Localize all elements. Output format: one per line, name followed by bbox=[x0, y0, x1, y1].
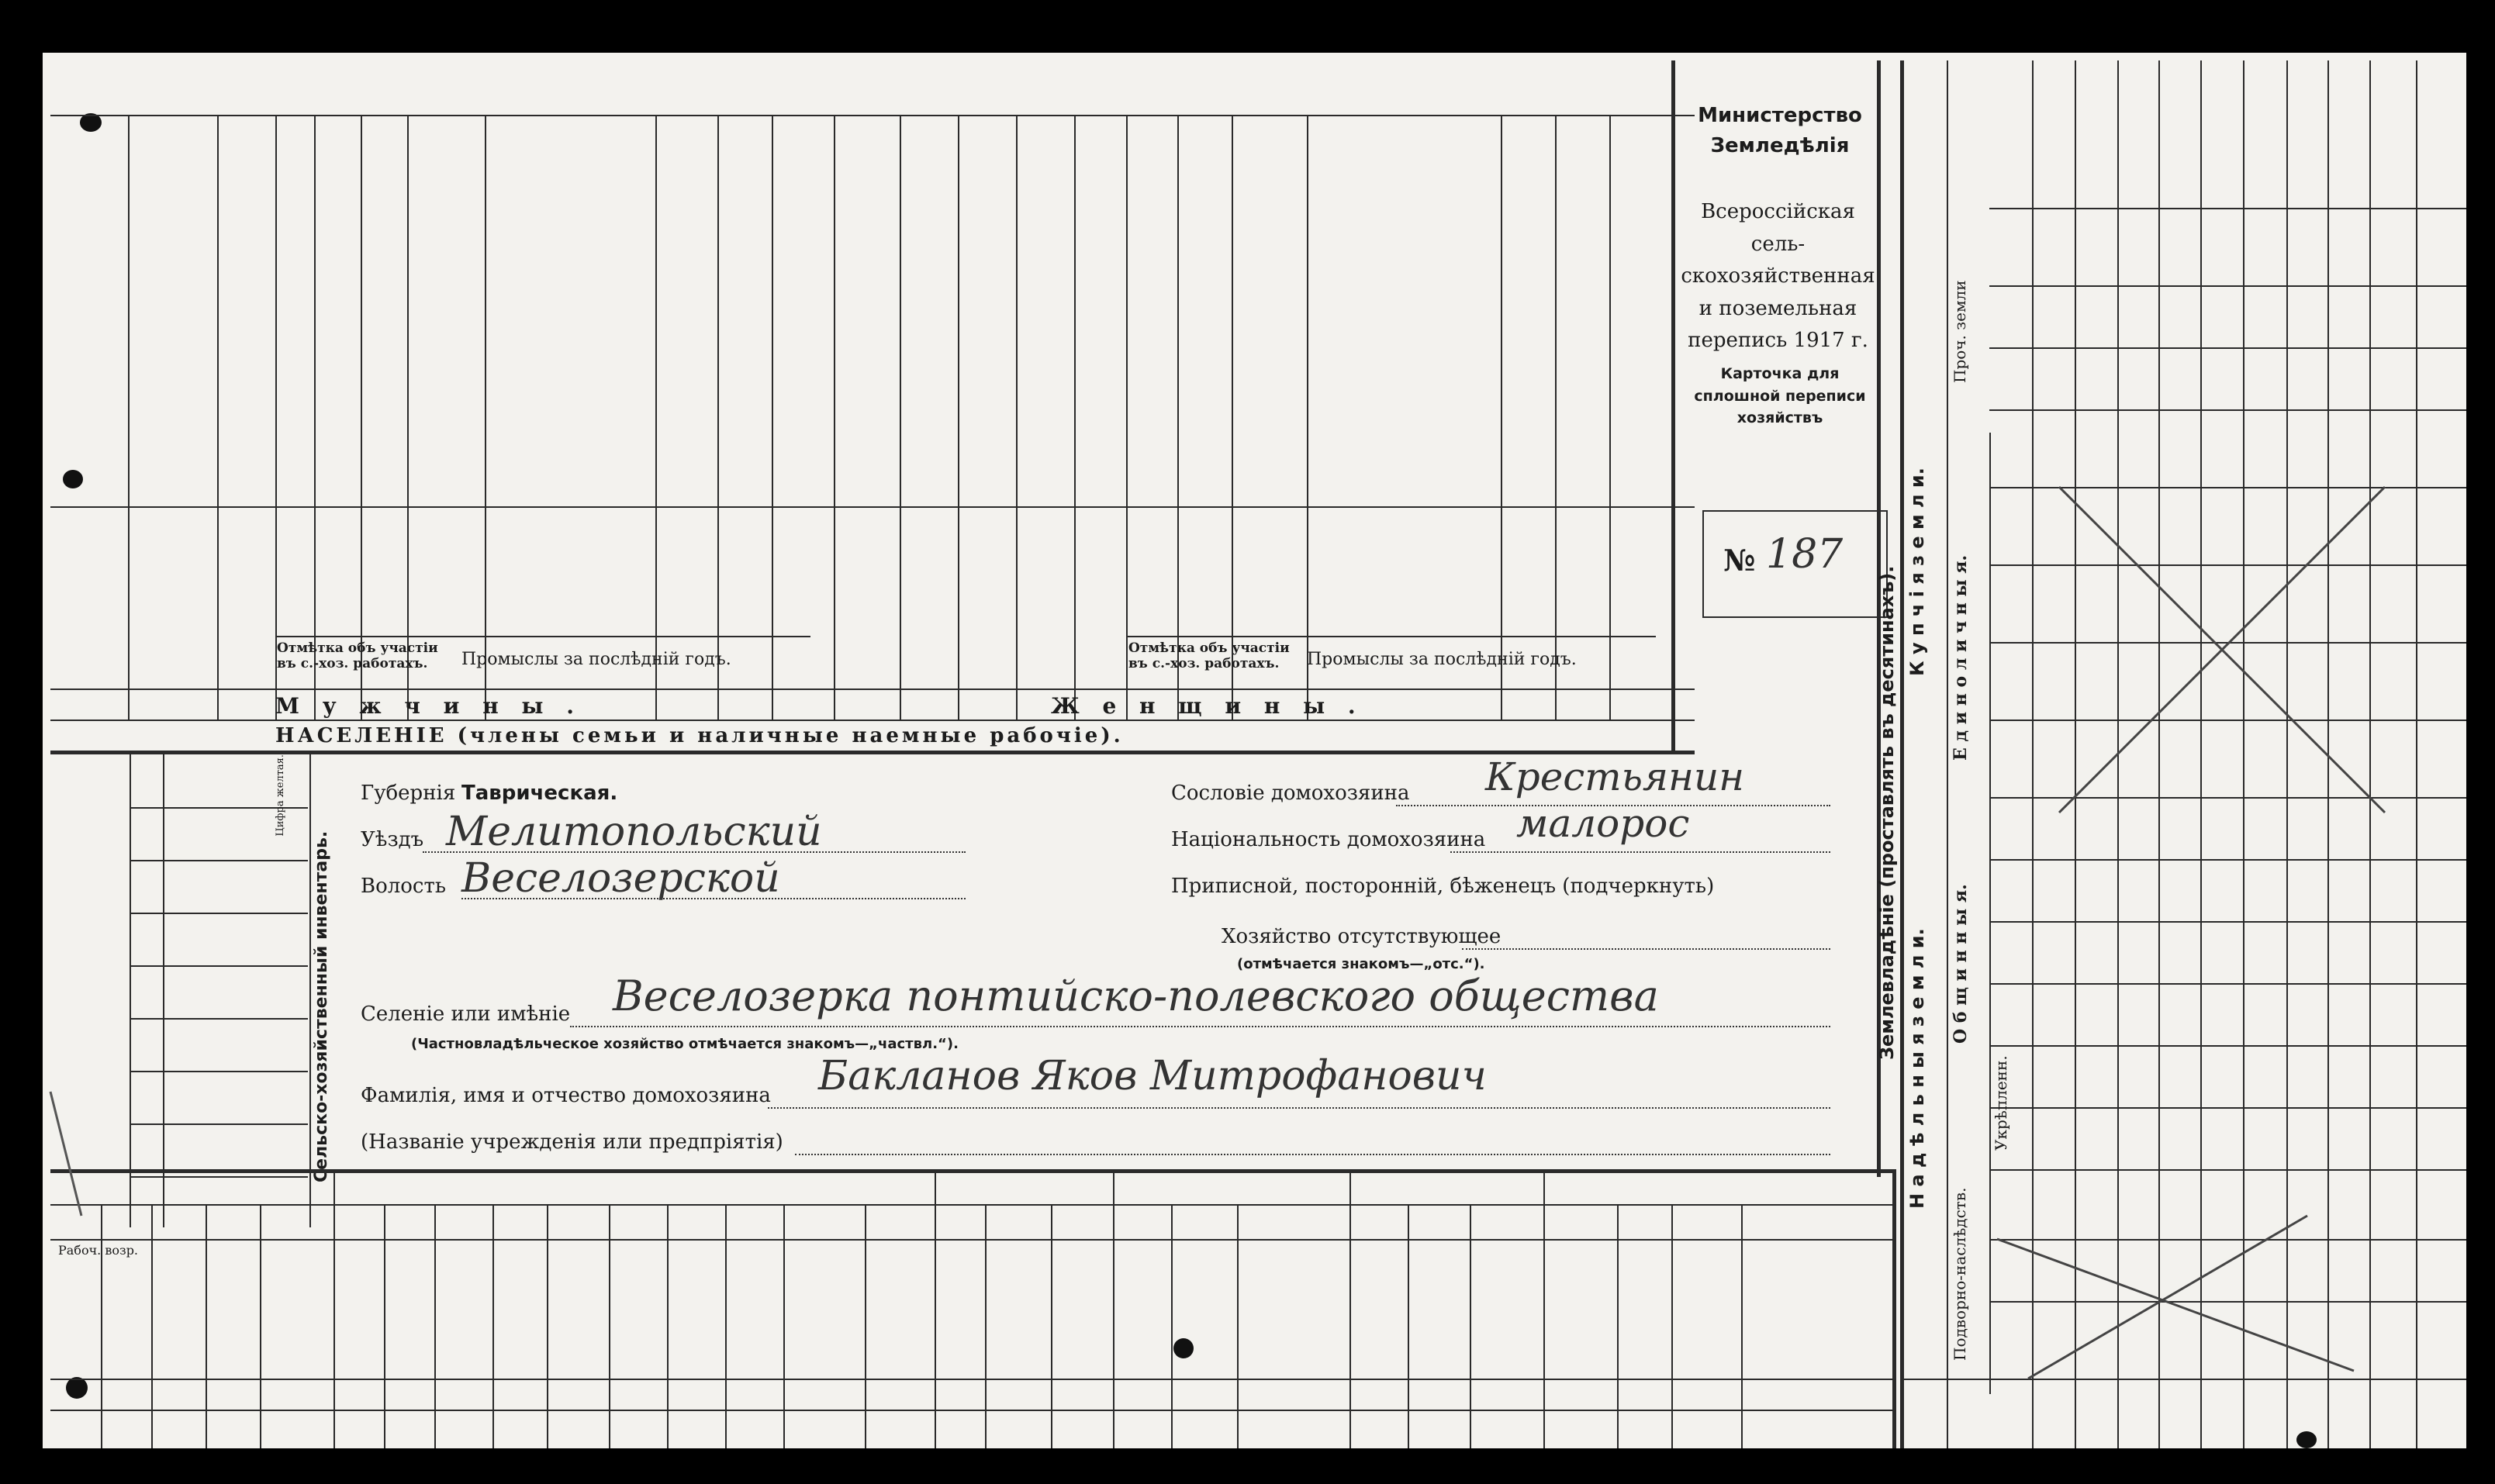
uezd-label: Уѣздъ bbox=[361, 828, 424, 851]
card-title: Карточка для сплошной переписи хозяйствъ bbox=[1694, 365, 1866, 426]
absent-note: (отмѣчается знакомъ—„отс.“). bbox=[1237, 956, 1485, 972]
card-number-label: № bbox=[1723, 543, 1756, 578]
census-card bbox=[43, 53, 2466, 1448]
private-note: (Частновладѣльческое хозяйство отмѣчается знакомъ—„частвл.“). bbox=[411, 1036, 959, 1052]
registration-label: Приписной, посторонній, бѣженецъ (подчеркнуть) bbox=[1171, 875, 1715, 898]
name-label: Фамилія, имя и отчество домохозяина bbox=[361, 1084, 771, 1107]
ministry-title: Министерство Земледѣлія bbox=[1698, 104, 1862, 157]
guberniya-label: Губернія bbox=[361, 782, 456, 805]
volost-value: Веселозерской bbox=[461, 855, 780, 902]
absent-label: Хозяйство отсутствующее bbox=[1222, 925, 1501, 948]
volost-label: Волость bbox=[361, 875, 447, 898]
population-title: НАСЕЛЕНІЕ (члены семьи и наличные наемные рабочіе). bbox=[275, 724, 1124, 747]
trades-note-women: Промыслы за послѣдній годъ. bbox=[1307, 650, 1577, 669]
land-edinolichnye: Е д и н о л и ч н ы я. bbox=[1951, 554, 1971, 761]
land-podvorno: Подворно-наслѣдств. bbox=[1951, 1187, 1969, 1361]
cross-out-marks bbox=[43, 53, 2466, 1448]
guberniya-value: Таврическая. bbox=[461, 782, 618, 805]
village-value: Веселозерка понтийско-полевского общества bbox=[613, 972, 1659, 1020]
nationality-label: Національность домохозяина bbox=[1171, 828, 1486, 851]
work-note-women: Отмѣтка объ участіи въ с.-хоз. работахъ. bbox=[1128, 640, 1290, 671]
land-nadel: Н а д ѣ л ь н ы я з е м л и. bbox=[1906, 928, 1928, 1209]
men-label: М у ж ч и н ы . bbox=[275, 693, 582, 719]
land-ukreplen: Укрѣпленн. bbox=[1992, 1055, 2010, 1151]
land-proch: Проч. земли bbox=[1951, 280, 1969, 384]
uezd-value: Мелитопольский bbox=[446, 809, 822, 855]
census-title: Всероссійская сель-скохозяйственная и поземельная перепись 1917 г. bbox=[1681, 200, 1875, 353]
land-bought: К у п ч і я з е м л и. bbox=[1906, 468, 1928, 677]
horses-sub: Рабоч. возр. bbox=[58, 1243, 139, 1258]
institution-label: (Названіе учрежденія или предпріятія) bbox=[361, 1130, 783, 1154]
women-label: Ж е н щ и н ы . bbox=[1051, 693, 1363, 719]
name-value: Бакланов Яков Митрофанович bbox=[818, 1053, 1487, 1099]
nationality-value: малорос bbox=[1516, 801, 1690, 846]
card-number-value: 187 bbox=[1766, 531, 1844, 578]
inventory-sub: Цифра желтая. bbox=[275, 754, 286, 837]
land-obshchinnye: О б щ и н н ы я. bbox=[1951, 884, 1971, 1044]
inventory-title: Сельско-хозяйственный инвентарь. bbox=[312, 830, 331, 1182]
land-title: Землевладѣніе (проставлять въ десятинахъ). bbox=[1876, 565, 1898, 1060]
estate-label: Сословіе домохозяина bbox=[1171, 782, 1410, 805]
estate-value: Крестьянин bbox=[1485, 754, 1745, 799]
trades-note-men: Промыслы за послѣдній годъ. bbox=[461, 650, 731, 669]
village-label: Селеніе или имѣніе bbox=[361, 1003, 571, 1026]
work-note-men: Отмѣтка объ участіи въ с.-хоз. работахъ. bbox=[277, 640, 438, 671]
